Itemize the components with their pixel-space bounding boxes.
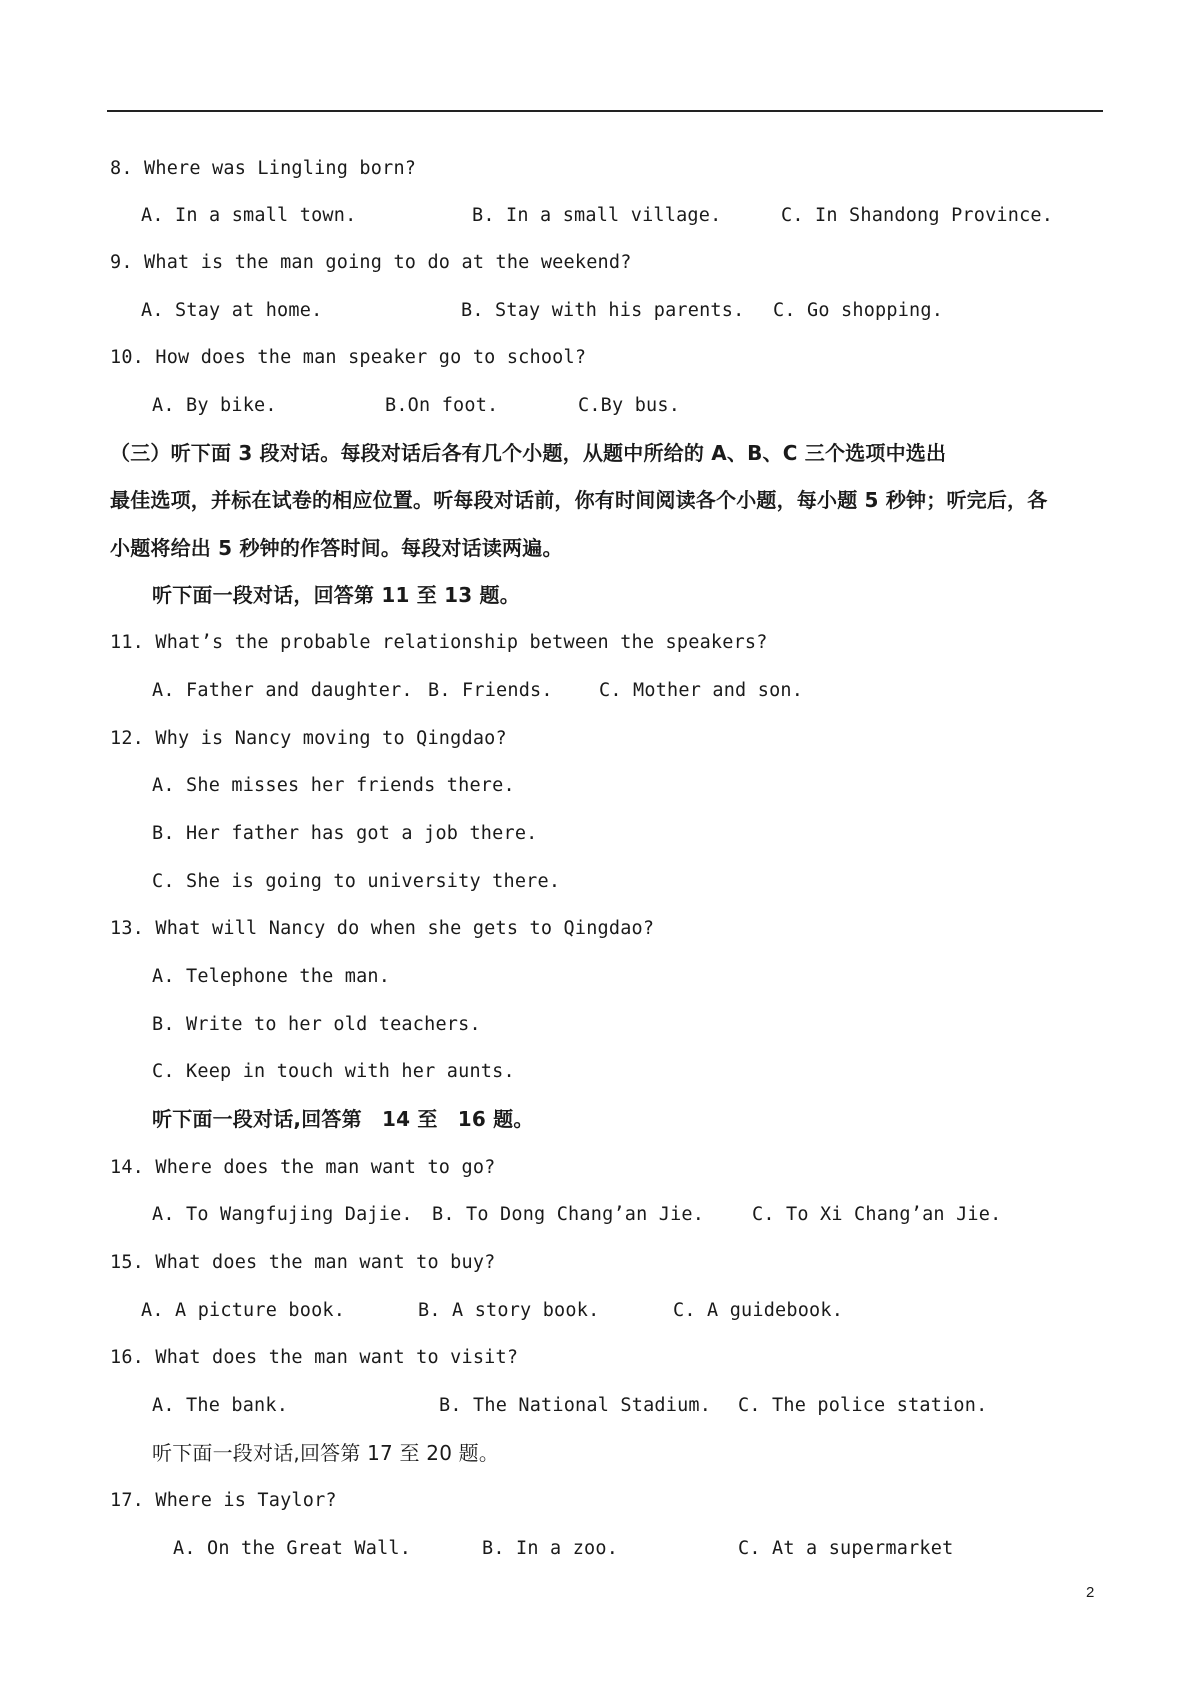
question-15-option-b: B. A story book. <box>418 1300 600 1321</box>
question-9-stem: 9. What is the man going to do at the weekend? <box>110 252 632 273</box>
question-15-stem: 15. What does the man want to buy? <box>110 1252 496 1273</box>
question-16-option-b: B. The National Stadium. <box>439 1395 712 1416</box>
question-12-stem: 12. Why is Nancy moving to Qingdao? <box>110 728 507 749</box>
question-10-stem: 10. How does the man speaker go to school? <box>110 347 587 368</box>
question-13-option-b: B. Write to her old teachers. <box>152 1014 481 1035</box>
question-17-option-c: C. At a supermarket <box>738 1538 954 1559</box>
question-17-option-b: B. In a zoo. <box>482 1538 619 1559</box>
question-15-option-a: A. A picture book. <box>141 1300 346 1321</box>
question-10-option-c: C.By bus. <box>578 395 681 416</box>
question-8-stem: 8. Where was Lingling born? <box>110 158 417 179</box>
question-12-option-b: B. Her father has got a job there. <box>152 823 538 844</box>
question-8-option-a: A. In a small town. <box>141 205 357 226</box>
dialogue-3-intro: 听下面一段对话,回答第 17 至 20 题。 <box>152 1441 500 1465</box>
question-9-option-c: C. Go shopping. <box>773 300 944 321</box>
question-12-option-a: A. She misses her friends there. <box>152 775 515 796</box>
section-3-instructions-line-2: 最佳选项，并标在试卷的相应位置。听每段对话前，你有时间阅读各个小题，每小题 5 秒钟；听完后，各 <box>110 488 1048 512</box>
section-3-instructions-line-3: 小题将给出 5 秒钟的作答时间。每段对话读两遍。 <box>110 536 563 560</box>
question-14-stem: 14. Where does the man want to go? <box>110 1157 496 1178</box>
dialogue-2-intro: 听下面一段对话,回答第 14 至 16 题。 <box>152 1107 534 1131</box>
question-11-option-c: C. Mother and son. <box>599 680 804 701</box>
header-rule <box>107 110 1103 112</box>
question-16-option-a: A. The bank. <box>152 1395 289 1416</box>
question-10-option-a: A. By bike. <box>152 395 277 416</box>
question-13-option-a: A. Telephone the man. <box>152 966 391 987</box>
page-number: 2 <box>1086 1584 1095 1601</box>
question-9-option-a: A. Stay at home. <box>141 300 323 321</box>
question-13-option-c: C. Keep in touch with her aunts. <box>152 1061 515 1082</box>
question-9-option-b: B. Stay with his parents. <box>461 300 745 321</box>
section-3-instructions-line-1: （三）听下面 3 段对话。每段对话后各有几个小题，从题中所给的 A、B、C 三个选项中选出 <box>110 441 947 465</box>
question-12-option-c: C. She is going to university there. <box>152 871 561 892</box>
question-8-option-b: B. In a small village. <box>472 205 722 226</box>
question-14-option-a: A. To Wangfujing Dajie. <box>152 1204 413 1225</box>
question-14-option-b: B. To Dong Chang’an Jie. <box>432 1204 705 1225</box>
question-17-option-a: A. On the Great Wall. <box>173 1538 412 1559</box>
question-11-option-a: A. Father and daughter. <box>152 680 413 701</box>
question-13-stem: 13. What will Nancy do when she gets to Qingdao? <box>110 918 655 939</box>
question-17-stem: 17. Where is Taylor? <box>110 1490 337 1511</box>
question-8-option-c: C. In Shandong Province. <box>781 205 1054 226</box>
question-11-option-b: B. Friends. <box>428 680 553 701</box>
question-14-option-c: C. To Xi Chang’an Jie. <box>752 1204 1002 1225</box>
question-11-stem: 11. What’s the probable relationship between the speakers? <box>110 632 768 653</box>
question-10-option-b: B.On foot. <box>385 395 499 416</box>
question-16-stem: 16. What does the man want to visit? <box>110 1347 519 1368</box>
dialogue-1-intro: 听下面一段对话，回答第 11 至 13 题。 <box>152 583 520 607</box>
question-15-option-c: C. A guidebook. <box>673 1300 844 1321</box>
question-16-option-c: C. The police station. <box>738 1395 988 1416</box>
